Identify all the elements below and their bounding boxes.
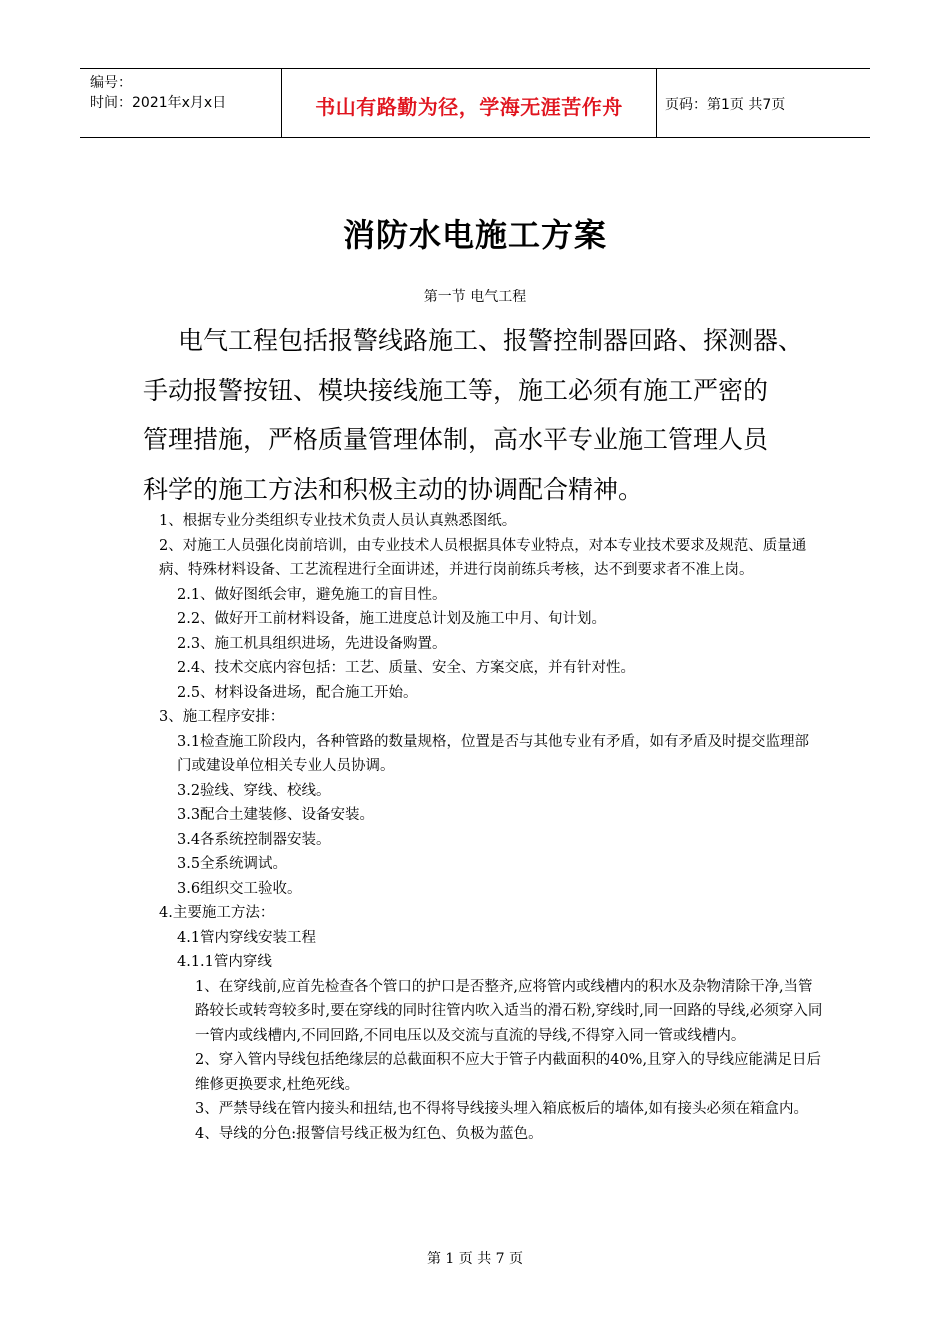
body-paragraph: 1、在穿线前,应首先检查各个管口的护口是否整齐,应将管内或线槽内的积水及杂物清除干净,当管路较长或转弯较多时,要在穿线的同时往管内吹入适当的滑石粉,穿线时,同一回路的导线,必须穿入同一管内或线槽内,不同回路,不同电压以及交流与直流的导线,不得穿入同一管或线槽内。 <box>195 978 823 1044</box>
body-paragraph: 4.主要施工方法： <box>159 905 275 921</box>
body-paragraph: 2、穿入管内导线包括绝缘层的总截面积不应大于管子内截面积的40%,且穿入的导线应能满足日后维修更换要求,杜绝死线。 <box>195 1052 822 1093</box>
body-paragraph: 3、施工程序安排： <box>159 709 285 725</box>
header-table <box>80 68 870 138</box>
intro-line: 科学的施工方法和积极主动的协调配合精神。 <box>143 474 644 504</box>
header-motto-cell <box>281 69 657 137</box>
body-content <box>143 509 823 1146</box>
intro-line: 电气工程包括报警线路施工、报警控制器回路、探测器、 <box>178 326 804 355</box>
body-paragraph: 2.2、做好开工前材料设备，施工进度总计划及施工中月、旬计划。 <box>177 611 607 627</box>
intro-line: 手动报警按钮、模块接线施工等，施工必须有施工严密的 <box>143 375 769 405</box>
intro-paragraph <box>143 316 833 514</box>
page-info: 页码：第1页 共7页 <box>665 97 786 113</box>
body-paragraph: 4.1.1管内穿线 <box>177 954 272 970</box>
body-paragraph: 2.5、材料设备进场，配合施工开始。 <box>177 684 418 701</box>
body-paragraph: 2.1、做好图纸会审，避免施工的盲目性。 <box>177 586 447 603</box>
body-paragraph: 3.4各系统控制器安装。 <box>177 831 331 848</box>
document-title: 消防水电施工方案 <box>342 216 607 254</box>
body-paragraph: 3.5全系统调试。 <box>177 856 288 872</box>
body-paragraph: 3.1检查施工阶段内，各种管路的数量规格，位置是否与其他专业有矛盾，如有矛盾及时提交监理部门或建设单位相关专业人员协调。 <box>177 733 810 774</box>
intro-line: 管理措施，严格质量管理体制，高水平专业施工管理人员 <box>143 425 769 454</box>
body-paragraph: 2.4、技术交底内容包括：工艺、质量、安全、方案交底，并有针对性。 <box>177 660 636 676</box>
body-paragraph: 3.6组织交工验收。 <box>177 880 302 897</box>
motto-text: 书山有路勤为径，学海无涯苦作舟 <box>315 95 623 119</box>
header-meta <box>80 69 281 137</box>
body-paragraph: 4.1管内穿线安装工程 <box>177 929 317 946</box>
body-paragraph: 2、对施工人员强化岗前培训，由专业技术人员根据具体专业特点，对本专业技术要求及规范、质量通病、特殊材料设备、工艺流程进行全面讲述，并进行岗前练兵考核，达不到要求者不准上岗。 <box>159 537 807 578</box>
date-label: 时间：2021年x月x日 <box>90 95 227 111</box>
number-label: 编号： <box>90 75 132 91</box>
body-paragraph: 3.2验线、穿线、校线。 <box>177 782 331 799</box>
section-heading: 第一节 电气工程 <box>423 289 527 305</box>
body-paragraph: 3、严禁导线在管内接头和扭结,也不得将导线接头埋入箱底板后的墙体,如有接头必须在箱盒内。 <box>195 1101 808 1117</box>
page-footer: 第 1 页 共 7 页 <box>426 1251 524 1267</box>
body-paragraph: 2.3、施工机具组织进场，先进设备购置。 <box>177 635 447 652</box>
body-paragraph: 4、导线的分色:报警信号线正极为红色、负极为蓝色。 <box>195 1125 543 1142</box>
body-paragraph: 1、根据专业分类组织专业技术负责人员认真熟悉图纸。 <box>159 513 517 529</box>
body-paragraph: 3.3配合土建装修、设备安装。 <box>177 807 375 823</box>
header-page-cell <box>657 69 870 137</box>
